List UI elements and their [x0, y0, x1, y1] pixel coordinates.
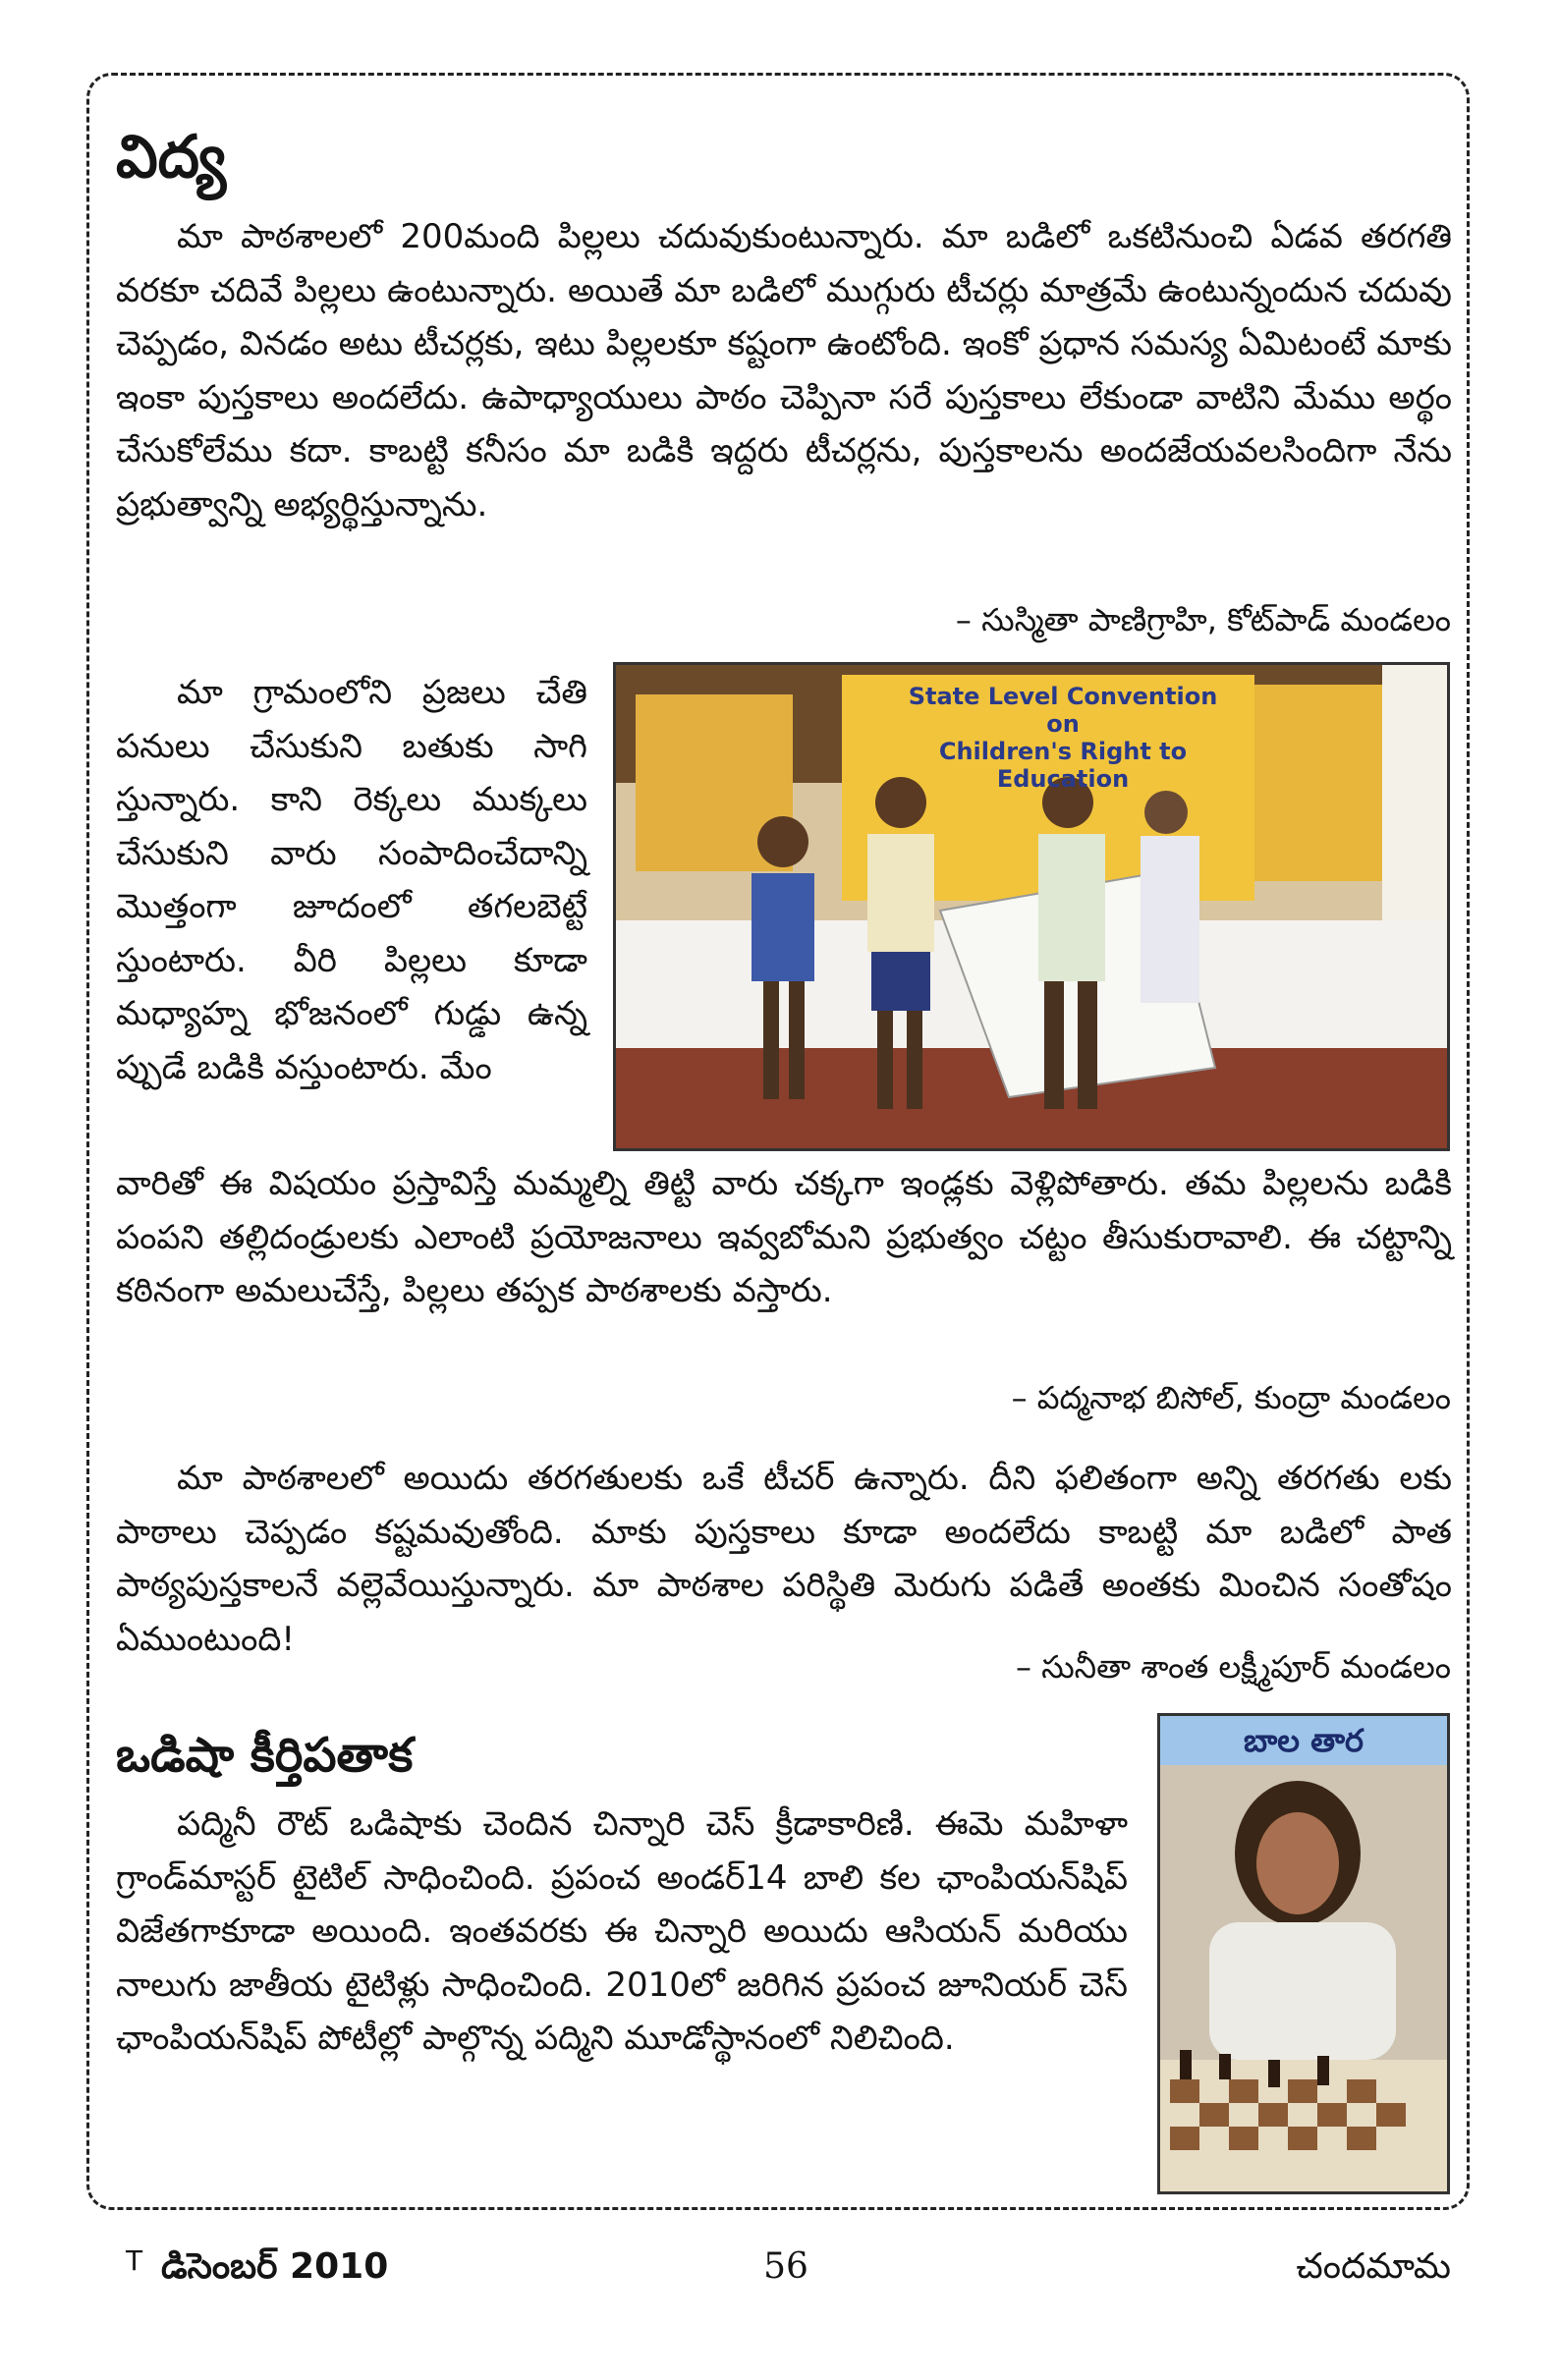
magazine-name: చందమామ	[1296, 2246, 1451, 2287]
photo-label: బాల తార	[1160, 1716, 1447, 1765]
letter1-signature: – సుస్మితా పాణిగ్రాహి, కోట్‌పాడ్ మండలం	[955, 601, 1451, 638]
letter2-text-wide: వారితో ఈ విషయం ప్రస్తావిస్తే మమ్మల్ని తిట్టి వారు చక్కగా ఇండ్లకు వెళ్లిపోతారు. తమ పిల్లలను బడికి పంపని తల్లిదండ్రులకు ఎలాంటి ప్రయోజనాలు ఇవ్వబోమని ప్రభుత్వం చట్టం తీసుకురావాలి. ఈ చట్టాన్ని కఠినంగా అమలుచేస్తే, పిల్లలు తప్పక పాఠశాలకు వస్తారు.	[116, 1164, 1452, 1310]
chess-player-photo	[1157, 1713, 1450, 2194]
issue-date: డిసెంబర్ 2010	[161, 2246, 389, 2287]
letter3-signature: – సునీతా శాంత లక్ష్మీపూర్ మండలం	[1015, 1648, 1451, 1686]
convention-photo	[613, 662, 1450, 1151]
letter3-text: మా పాఠశాలలో అయిదు తరగతులకు ఒకే టీచర్ ఉన్నారు. దీని ఫలితంగా అన్ని తరగతు లకు పాఠాలు చెప్పడం కష్టమవుతోంది. మాకు పుస్తకాలు కూడా అందలేదు కాబట్టి మా బడిలో పాత పాఠ్యపుస్తకాలనే వల్లెవేయిస్తున్నారు. మా పాఠశాల పరిస్థితి మెరుగు పడితే అంతకు మించిన సంతోషం ఏముంటుంది!	[116, 1459, 1452, 1659]
banner-text: State Level Convention on Children's Right to Education	[908, 683, 1218, 793]
chess-player-illustration	[1160, 1765, 1447, 2191]
letter2-signature: – పద్మనాభ బిసోల్, కుంద్రా మండలం	[1011, 1379, 1451, 1416]
section-title: విద్య	[116, 123, 227, 192]
article-text: పద్మినీ రౌట్ ఒడిషాకు చెందిన చిన్నారి చెస్ క్రీడాకారిణి. ఈమె మహిళా గ్రాండ్‌మాస్టర్ టైటిల్ సాధించింది. ప్రపంచ అండర్14 బాలి కల ఛాంపియన్‌షిప్ విజేతగాకూడా అయింది. ఇంతవరకు ఈ చిన్నారి అయిదు ఆసియన్ మరియు నాలుగు జాతీయ టైటిళ్లు సాధించింది. 2010లో జరిగిన ప్రపంచ జూనియర్ చెస్ ఛాంపియన్‌షిప్ పోటీల్లో పాల్గొన్న పద్మిని మూడోస్థానంలో నిలిచింది.	[116, 1804, 1128, 2058]
letter1-text: మా పాఠశాలలో 200మంది పిల్లలు చదువుకుంటున్నారు. మా బడిలో ఒకటినుంచి ఏడవ తరగతి వరకూ చదివే పిల్లలు ఉంటున్నారు. అయితే మా బడిలో ముగ్గురు టీచర్లు మాత్రమే ఉంటున్నందున చదువు చెప్పడం, వినడం అటు టీచర్లకు, ఇటు పిల్లలకూ కష్టంగా ఉంటోంది. ఇంకో ప్రధాన సమస్య ఏమిటంటే మాకు ఇంకా పుస్తకాలు అందలేదు. ఉపాధ్యాయులు పాఠం చెప్పినా సరే పుస్తకాలు లేకుండా వాటిని మేము అర్థం చేసుకోలేము కదా. కాబట్టి కనీసం మా బడికి ఇద్దరు టీచర్లను, పుస్తకాలను అందజేయవలసిందిగా నేను ప్రభుత్వాన్ని అభ్యర్థిస్తున్నాను.	[116, 217, 1452, 525]
footer-mark: T	[126, 2244, 143, 2277]
article-title: ఒడిషా కీర్తిపతాక	[116, 1728, 414, 1783]
page-number: 56	[763, 2246, 808, 2287]
letter2-text-narrow: మా గ్రామంలోని ప్రజలు చేతి పనులు చేసుకుని బతుకు సాగి స్తున్నారు. కాని రెక్కలు ముక్కలు చేసుకుని వారు సంపాదించేదాన్ని మొత్తంగా జూదంలో తగలబెట్టే స్తుంటారు. వీరి పిల్లలు కూడా మధ్యాహ్న భోజనంలో గుడ్డు ఉన్న ప్పుడే బడికి వస్తుంటారు. మేం	[116, 673, 587, 1087]
